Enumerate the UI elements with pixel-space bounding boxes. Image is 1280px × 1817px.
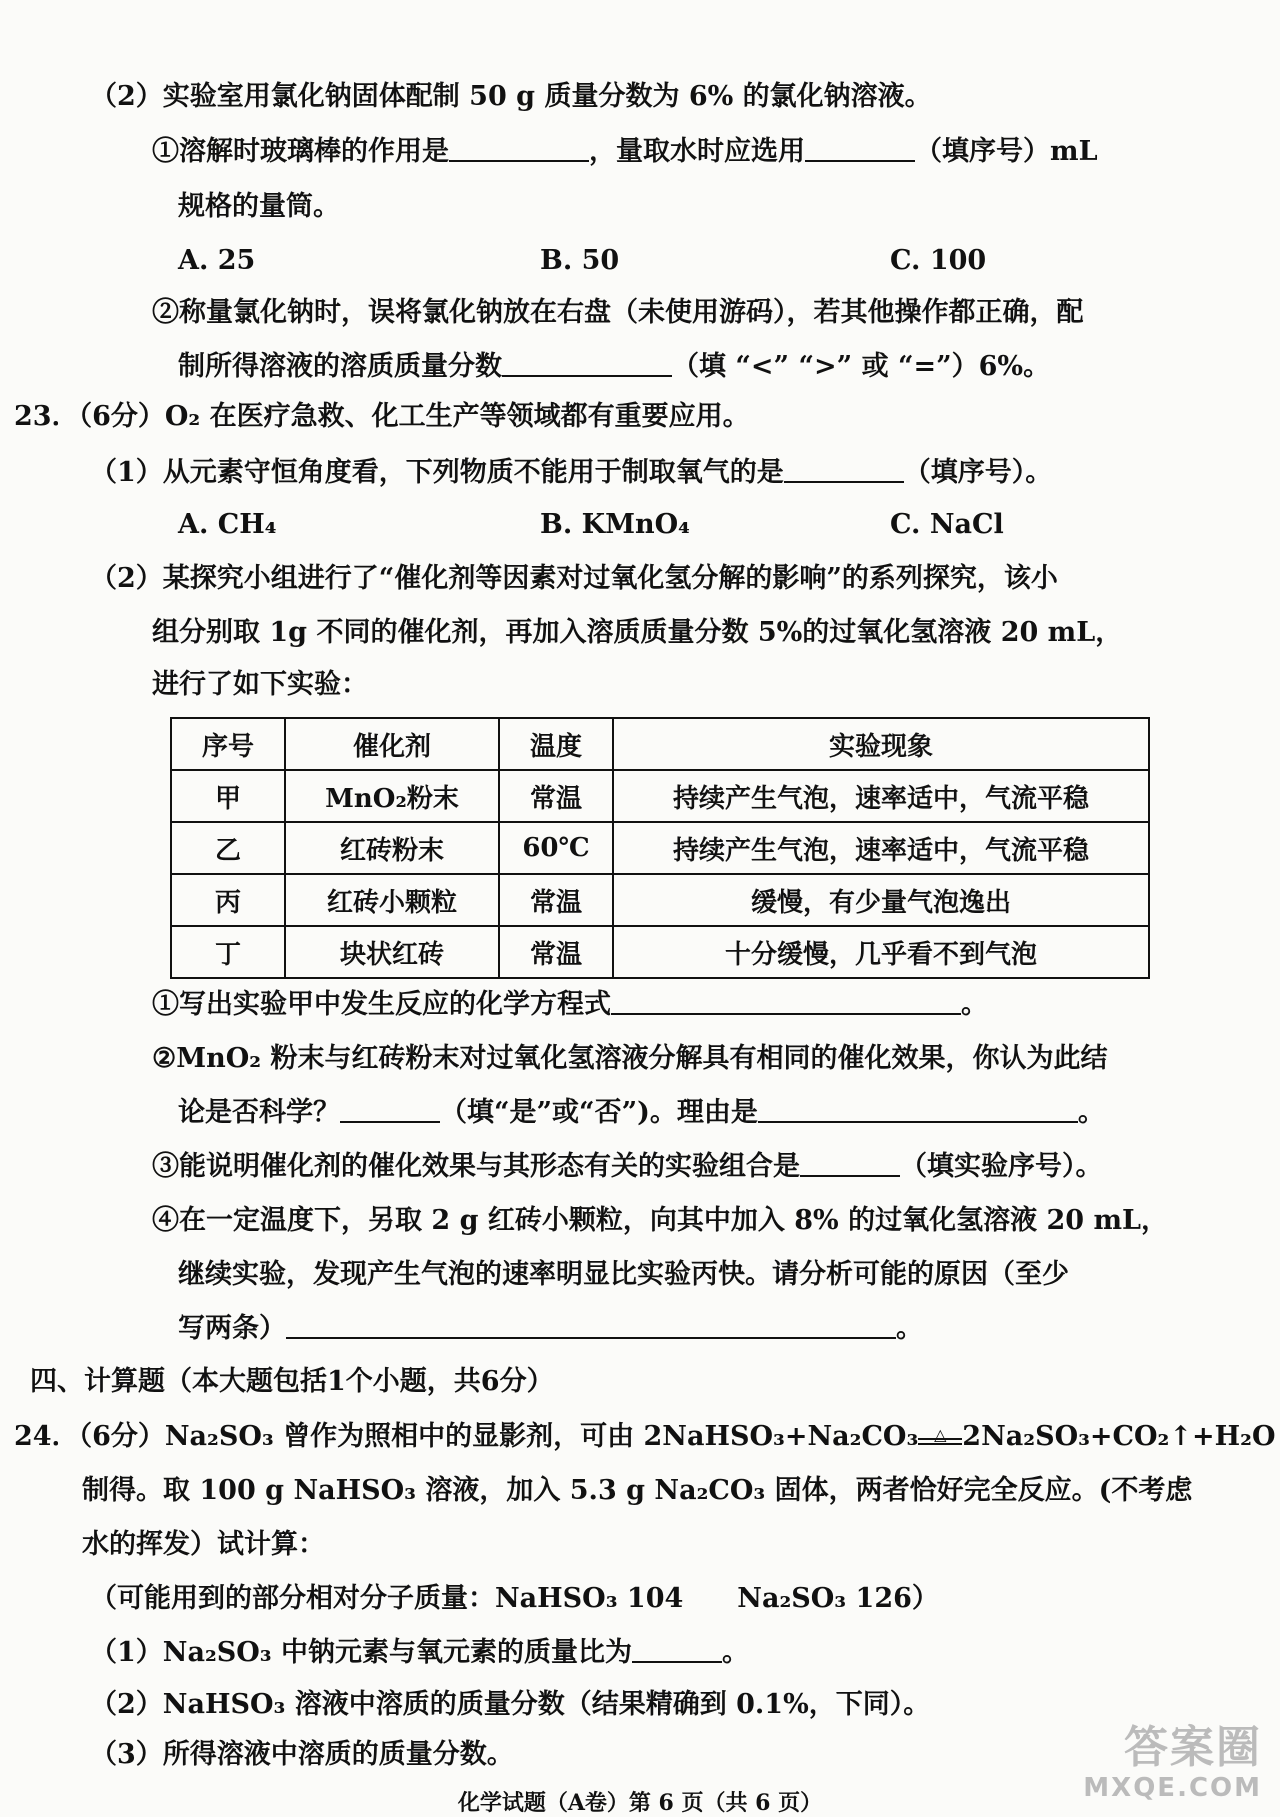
table-cell: 常温 (499, 926, 613, 978)
table-cell: 常温 (499, 770, 613, 822)
table-row (171, 822, 1149, 874)
q23-sub4-line3 (178, 1312, 923, 1346)
table-row (171, 770, 1149, 822)
q23-sub4-text: 写两条） (178, 1313, 286, 1344)
table-cell: 乙 (171, 822, 285, 874)
table-cell: 红砖粉末 (285, 822, 499, 874)
table-cell: 丁 (171, 926, 285, 978)
q23-sub2-text-b: （填“是”或“否”)。理由是 (440, 1097, 758, 1128)
q22-2-sub2-cont (178, 350, 1050, 384)
answer-blank[interactable] (632, 1637, 722, 1663)
table-header-row (171, 718, 1149, 770)
option-c: C. NaCl (890, 509, 1004, 540)
table-header-cell: 序号 (171, 718, 285, 770)
q23-sub4-line1: ④在一定温度下，另取 2 g 红砖小颗粒，向其中加入 8% 的过氧化氢溶液 20 mL， (152, 1205, 1169, 1236)
table-row (171, 874, 1149, 926)
q23-part1-text: （1）从元素守恒角度看，下列物质不能用于制取氧气的是 (90, 457, 784, 488)
table-cell: MnO₂粉末 (285, 770, 499, 822)
page-footer: 化学试题（A卷）第 6 页（共 6 页） (457, 1790, 823, 1816)
q22-2-sub2-b: 制所得溶液的溶质质量分数 (178, 351, 502, 382)
table-header-cell: 温度 (499, 718, 613, 770)
answer-blank[interactable] (340, 1097, 440, 1123)
watermark-logo (1083, 1723, 1262, 1803)
q23-sub4-line2: 继续实验，发现产生气泡的速率明显比实验丙快。请分析可能的原因（至少 (178, 1259, 1069, 1290)
q23-sub1-end: 。 (961, 989, 988, 1020)
experiment-table (170, 717, 1150, 979)
answer-blank[interactable] (611, 989, 961, 1015)
option-c: C. 100 (890, 245, 987, 276)
option-a: A. CH₄ (178, 509, 277, 540)
q24-part3: （3）所得溶液中溶质的质量分数。 (90, 1739, 514, 1770)
q23-sub3 (152, 1150, 1103, 1184)
table-cell: 十分缓慢，几乎看不到气泡 (613, 926, 1149, 978)
option-b: B. 50 (540, 245, 620, 276)
reaction-arrow (918, 1425, 962, 1445)
table-cell: 红砖小颗粒 (285, 874, 499, 926)
q24-part1 (90, 1636, 749, 1670)
q24-line3: 水的挥发）试计算： (82, 1529, 325, 1560)
q24-part2: （2）NaHSO₃ 溶液中溶质的质量分数（结果精确到 0.1%，下同）。 (90, 1689, 931, 1720)
table-header-cell: 催化剂 (285, 718, 499, 770)
q22-2-sub2-c: （填 “<” “>” 或 “=”）6%。 (672, 351, 1051, 382)
table-cell: 丙 (171, 874, 285, 926)
q23-sub3-text: ③能说明催化剂的催化效果与其形态有关的实验组合是 (152, 1151, 800, 1182)
table-cell: 持续产生气泡，速率适中，气流平稳 (613, 822, 1149, 874)
table-cell: 持续产生气泡，速率适中，气流平稳 (613, 770, 1149, 822)
table-cell: 块状红砖 (285, 926, 499, 978)
q24-hint: （可能用到的部分相对分子质量：NaHSO₃ 104 Na₂SO₃ 126） (90, 1583, 939, 1614)
q24-line1 (14, 1420, 1275, 1454)
option-b: B. KMnO₄ (540, 509, 690, 540)
q22-2-sub1-b: ，量取水时应选用 (589, 136, 805, 167)
q23-part2-line2: 组分别取 1g 不同的催化剂，再加入溶质质量分数 5%的过氧化氢溶液 20 mL， (152, 617, 1123, 648)
q22-2-sub2: ②称量氯化钠时，误将氯化钠放在右盘（未使用游码），若其他操作都正确，配 (152, 297, 1084, 328)
section-heading: 四、计算题（本大题包括1个小题，共6分） (30, 1366, 554, 1397)
watermark-url: MXQE.COM (1083, 1773, 1262, 1803)
table-cell: 常温 (499, 874, 613, 926)
watermark-text: 答案圈 (1124, 1722, 1262, 1773)
answer-blank[interactable] (805, 136, 915, 162)
q23-sub4-end: 。 (896, 1313, 923, 1344)
heating-symbol: △ (934, 1425, 947, 1444)
q22-2-sub1-c: （填序号）mL (915, 136, 1098, 167)
q22-2-sub1 (152, 135, 1098, 169)
q22-2-sub1-a: ①溶解时玻璃棒的作用是 (152, 136, 449, 167)
q23-part2-line1: （2）某探究小组进行了“催化剂等因素对过氧化氢分解的影响”的系列探究，该小 (90, 563, 1058, 594)
q22-2-intro: （2）实验室用氯化钠固体配制 50 g 质量分数为 6% 的氯化钠溶液。 (90, 81, 932, 112)
q24-part1-text: （1）Na₂SO₃ 中钠元素与氧元素的质量比为 (90, 1637, 633, 1668)
q23-sub2-line2 (178, 1096, 1105, 1130)
answer-blank[interactable] (449, 136, 589, 162)
q24-part1-end: 。 (722, 1637, 750, 1668)
answer-blank[interactable] (758, 1097, 1078, 1123)
table-cell: 60℃ (499, 822, 613, 874)
q24-line2: 制得。取 100 g NaHSO₃ 溶液，加入 5.3 g Na₂CO₃ 固体，两者恰好完全反应。(不考虑 (82, 1475, 1193, 1506)
answer-blank[interactable] (784, 457, 904, 483)
q23-sub3-end: （填实验序号）。 (900, 1151, 1103, 1182)
q23-heading: 23．（6分）O₂ 在医疗急救、化工生产等领域都有重要应用。 (14, 401, 750, 432)
table-cell: 缓慢，有少量气泡逸出 (613, 874, 1149, 926)
q23-part1-end: （填序号）。 (903, 457, 1053, 488)
q24-line1-b: 2Na₂SO₃+CO₂↑+H₂O (962, 1421, 1276, 1452)
answer-blank[interactable] (502, 351, 672, 377)
table-header-cell: 实验现象 (613, 718, 1149, 770)
table-cell: 甲 (171, 770, 285, 822)
q23-sub1 (152, 988, 988, 1022)
q23-part1 (90, 456, 1052, 490)
q23-sub2-end: 。 (1077, 1097, 1105, 1128)
q23-part2-line3: 进行了如下实验： (152, 669, 368, 700)
q23-sub2-line1: ②MnO₂ 粉末与红砖粉末对过氧化氢溶液分解具有相同的催化效果，你认为此结 (152, 1043, 1108, 1074)
answer-blank[interactable] (286, 1313, 896, 1339)
q24-line1-a: 24．（6分）Na₂SO₃ 曾作为照相中的显影剂，可由 2NaHSO₃+Na₂CO₃ (14, 1421, 919, 1452)
answer-blank[interactable] (800, 1151, 900, 1177)
q22-2-sub1-cont: 规格的量筒。 (178, 191, 340, 222)
option-a: A. 25 (178, 245, 256, 276)
table-row (171, 926, 1149, 978)
q23-sub2-text-a: 论是否科学？ (178, 1097, 340, 1128)
q23-sub1-text: ①写出实验甲中发生反应的化学方程式 (152, 989, 611, 1020)
